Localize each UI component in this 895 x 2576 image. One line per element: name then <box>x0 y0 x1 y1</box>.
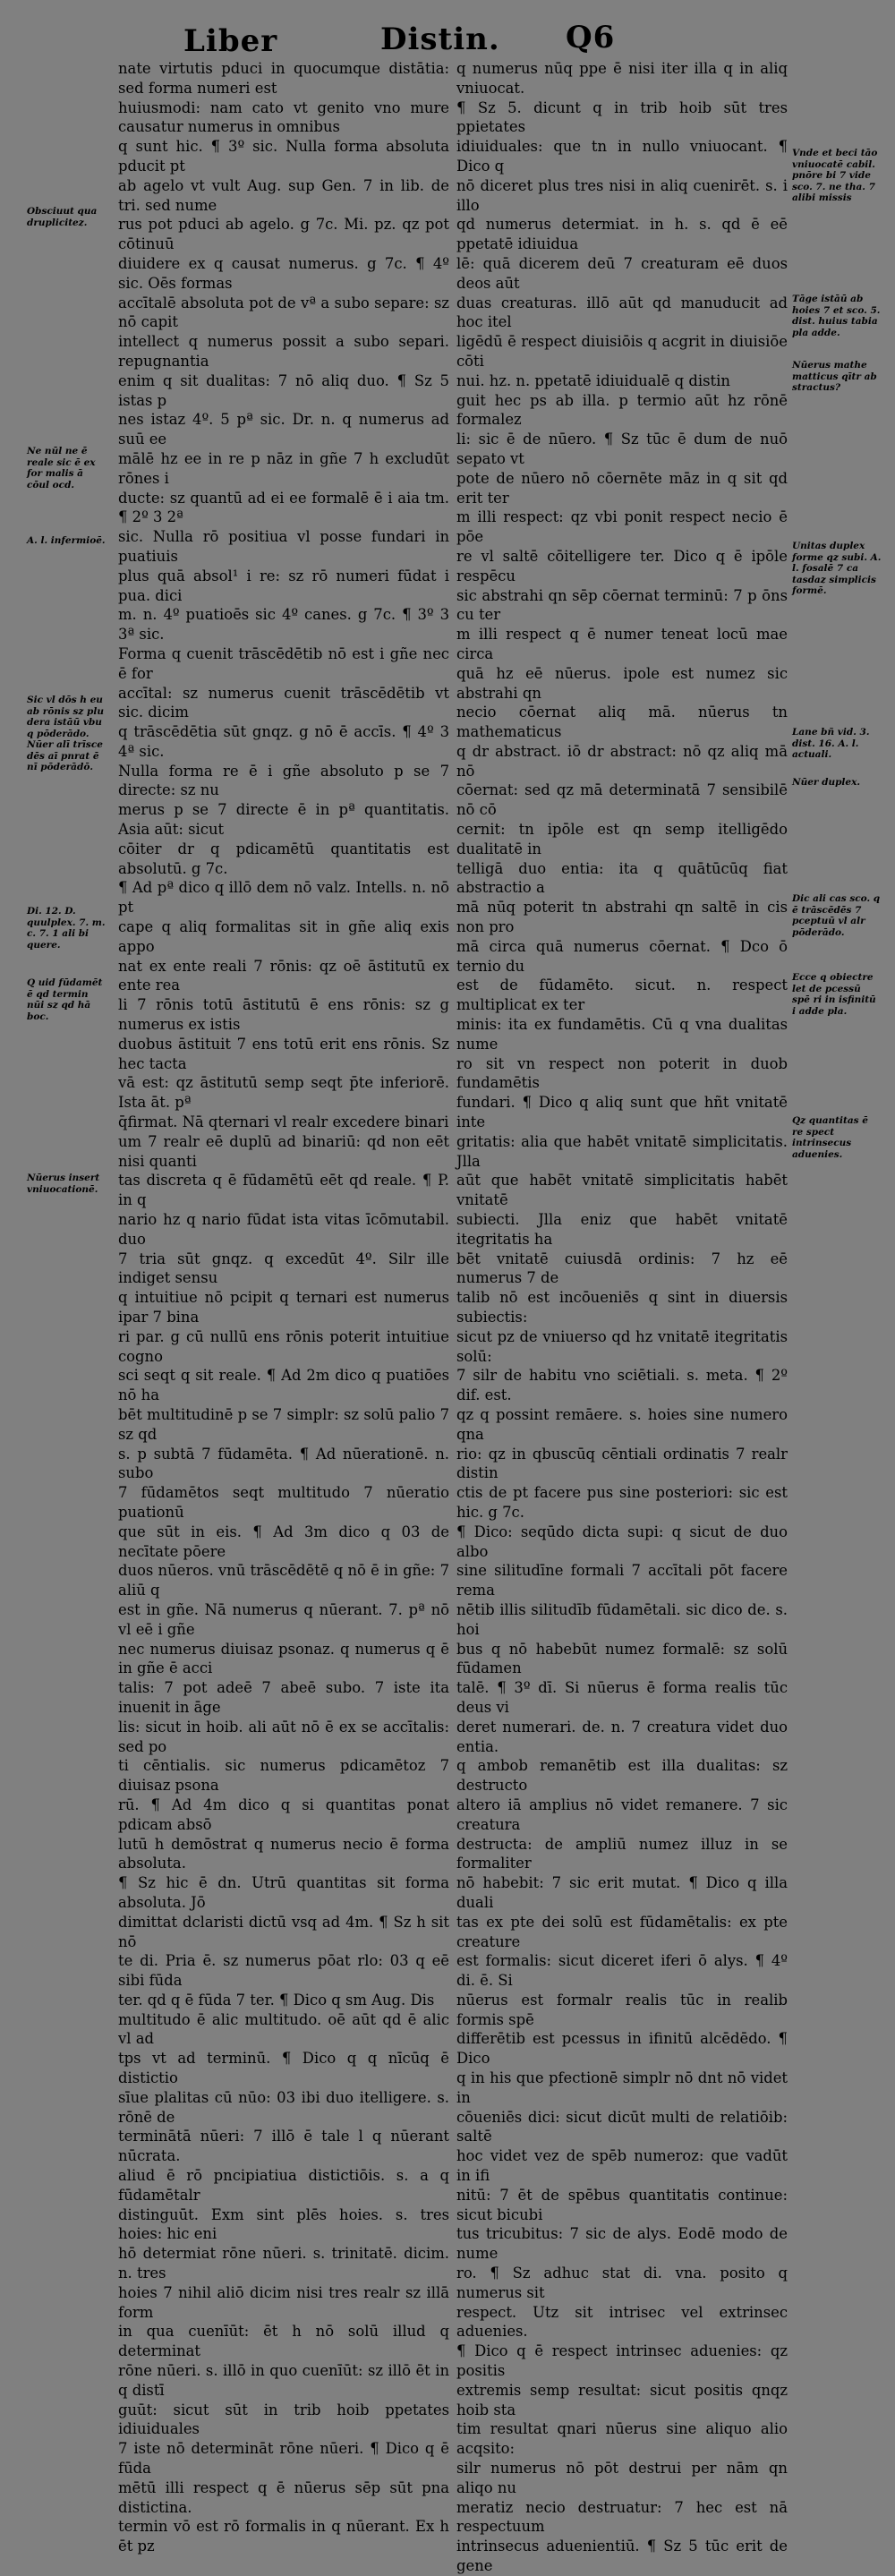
text-line: ¶ Sz hic ē dn. Utrū quantitas sit forma absoluta. Jō <box>118 1874 449 1911</box>
text-line: sic. Nulla rō positiua vl posse fundari in puatiuis <box>118 528 449 565</box>
text-line: hoc videt vez de spēb numeroz: que vadūt in ifi <box>456 2147 788 2185</box>
text-line: mā nūq poterit tn abstrahi qn saltē in cis non pro <box>456 899 788 936</box>
text-line: est in gñe. Nā numerus q nūerant. 7. pª nō vl eē i gñe <box>118 1600 449 1638</box>
text-line: nō diceret plus tres nisi in aliq cuenirēt. s. i illo <box>456 176 788 214</box>
text-line: 7 fūdamētos seqt multitudo 7 nūeratio puationū <box>118 1484 449 1521</box>
text-line: intrinsecus aduenientiū. ¶ Sz 5 tūc erit de gene <box>456 2538 788 2574</box>
text-line: fundari. ¶ Dico q aliq sunt que hñt vnitatē inte <box>456 1094 788 1131</box>
text-line: sic abstrahi qn sēp cōernat terminū: 7 p ōns cu ter <box>456 586 788 624</box>
text-line: in qua cuenīūt: ēt h nō solū illud q determinat <box>118 2323 449 2360</box>
text-line: ti cēntialis. sic numerus pdicamētoz 7 diuisaz psona <box>118 1757 449 1795</box>
text-line: bēt vnitatē cuiusdā ordinis: 7 hz eē numerus 7 de <box>456 1250 788 1287</box>
text-line: talib nō est incōueniēs q sint in diuersis subiectis: <box>456 1289 788 1326</box>
text-line: nūerus est formalr realis tūc in realib formis spē <box>456 1991 788 2028</box>
text-line: nētib illis silitudīb fūdamētali. sic dico de. s. hoi <box>456 1600 788 1638</box>
margin-note: Qz quantitas ē re spect intrinsecus aduenies. <box>792 1115 868 1160</box>
text-line: ro. ¶ Sz adhuc stat di. vna. posito q numerus sit <box>456 2265 788 2301</box>
text-line: m illi respect q ē numer teneat locū mae circa <box>456 626 788 662</box>
text-line: est formalis: sicut diceret iferi ō alys. ¶ 4º di. ē. Si <box>456 1952 788 1990</box>
text-line: rus pot pduci ab agelo. g 7c. Mi. pz. qz pot cōtinuū <box>118 216 449 253</box>
text-line: telligā duo entia: ita q quātūcūq fiat abstractio a <box>456 859 788 897</box>
margin-note: Obsciuut qua druplicitez. <box>27 206 98 228</box>
left-text-column <box>118 59 449 2556</box>
text-line: silr numerus nō pōt destrui per nām qn aliqo nu <box>456 2460 788 2496</box>
text-line: ¶ Dico: seqūdo dicta supi: q sicut de duo albo <box>456 1523 788 1560</box>
text-line: respect. Utz sit intrisec vel extrinsec aduenies. <box>456 2303 788 2341</box>
text-line: ¶ Ad pª dico q illō dem nō valz. Intells. n. nō pt <box>118 879 449 917</box>
text-line: nes istaz 4º. 5 pª sic. Dr. n. q numerus ad suū ee <box>118 411 449 448</box>
text-line: ab agelo vt vult Aug. sup Gen. 7 in lib. de tri. sed nume <box>118 176 449 214</box>
text-line: nat ex ente reali 7 rōnis: qz oē āstitutū ex ente rea <box>118 957 449 994</box>
text-line: tps vt ad terminū. ¶ Dico q q nīcūq ē distictio <box>118 2050 449 2087</box>
text-line: q numerus nūq ppe ē nisi iter illa q in aliq vniuocat. <box>456 60 788 97</box>
text-line: tas ex pte dei solū est fūdamētalis: ex pte creature <box>456 1913 788 1950</box>
text-line: q in his que pfectionē simplr nō dnt nō videt in <box>456 2069 788 2106</box>
text-line: vā est: qz āstitutū semp seqt p̄te inferiorē. Ista āt. pª <box>118 1074 449 1112</box>
text-line: cape q aliq formalitas sit in gñe aliq exis appo <box>118 918 449 955</box>
text-line: quā hz eē nūerus. ipole est numez sic abstrahi qn <box>456 664 788 702</box>
text-line: re vl saltē cōitelligere ter. Dico q ē ipōle respēcu <box>456 547 788 584</box>
text-line: ro sit vn respect non poterit in duob fundamētis <box>456 1054 788 1092</box>
text-line: 7 silr de habitu vno sciētiali. s. meta. ¶ 2º dif. est. <box>456 1367 788 1404</box>
margin-note: Vnde et beci tāo vniuocatē cabil. pnōre bi 7 vide sco. 7. ne tha. 7 alibi missis <box>792 148 878 203</box>
text-line: subiecti. Jlla eniz que habēt vnitatē itegritatis ha <box>456 1211 788 1248</box>
text-line: q intuitiue nō pcipit q ternari est numerus ipar 7 bina <box>118 1289 449 1326</box>
text-line: qd numerus determiat. in h. s. qd ē eē ppetatē idiuidua <box>456 216 788 253</box>
text-line: nui. hz. n. ppetatē idiuidualē q distin <box>456 371 730 389</box>
text-line: bus q nō habebūt numez formalē: sz solū fūdamen <box>456 1640 788 1677</box>
text-line: distinguūt. Exm sint plēs hoies. s. tres hoies: hic eni <box>118 2205 449 2243</box>
text-line: terminātā nūeri: 7 illō ē tale l q nūerant nūcrata. <box>118 2128 449 2165</box>
text-line: enim q sit dualitas: 7 nō aliq duo. ¶ Sz 5 istas p <box>118 371 449 409</box>
text-line: m. n. 4º puatioēs sic 4º canes. g 7c. ¶ 3º 3 3ª sic. <box>118 606 449 644</box>
text-line: est de fūdamēto. sicut. n. respect multiplicat ex ter <box>456 977 788 1014</box>
text-line: guit hec ps ab illa. p termio aūt hz rōnē formalez <box>456 391 788 429</box>
margin-note: Tāge istāū ab hoies 7 et sco. 5. dist. huius tabia pla adde. <box>792 294 881 338</box>
text-line: minis: ita ex fundamētis. Cū q vna dualitas nume <box>456 1016 788 1053</box>
text-line: cōueniēs dici: sicut dicūt multi de relatiōib: saltē <box>456 2108 788 2145</box>
text-line: accītal: sz numerus cuenit trāscēdētib vt sic. dicim <box>118 684 449 721</box>
text-line: aūt que habēt vnitatē simplicitatis habēt vnitatē <box>456 1172 788 1209</box>
text-line: lis: sicut in hoib. ali aūt nō ē ex se accītalis: sed po <box>118 1718 449 1755</box>
running-head-center: Distin. <box>380 21 500 57</box>
text-line: sicut pz de vniuerso qd hz vnitatē itegritatis solū: <box>456 1327 788 1365</box>
text-line: plus quā absol¹ i re: sz rō numeri fūdat i pua. dici <box>118 567 449 604</box>
text-line: dimittat dclaristi dictū vsq ad 4m. ¶ Sz h sit nō <box>118 1913 449 1950</box>
text-line: tus tricubitus: 7 sic de alys. Eodē modo de nume <box>456 2225 788 2263</box>
text-line: talis: 7 pot adeē 7 abeē subo. 7 iste ita inuenit in āge <box>118 1679 449 1716</box>
right-text-column <box>456 59 788 2576</box>
margin-note: Nūerus mathe matticus qītr ab stractus? <box>792 360 877 393</box>
text-line: extremis semp resultat: sicut positis qnqz hoib sta <box>456 2381 788 2418</box>
text-line: nō habebit: 7 sic erit mutat. ¶ Dico q illa duali <box>456 1874 788 1911</box>
text-line: multitudo ē alic multitudo. oē aūt qd ē alic vl ad <box>118 2010 449 2048</box>
folio-number: Q6 <box>566 20 616 55</box>
text-line: termin vō est rō formalis in q nūerant. Ex h ēt pz <box>118 2518 449 2555</box>
margin-note: Ne nūl ne ē reale sic ē ex for malis ā cōul ocd. <box>27 446 96 490</box>
text-line: lutū h demōstrat q numerus necio ē forma absoluta. <box>118 1835 449 1872</box>
text-line: li: sic ē de nūero. ¶ Sz tūc ē dum de nuō sepato vt <box>456 431 788 467</box>
margin-note: Nūerus insert vniuocationē. <box>27 1173 100 1195</box>
text-line: merus p se 7 directe ē in pª quantitatis. Asia aūt: sicut <box>118 801 449 839</box>
text-line: ¶ Dico q ē respect intrinsec aduenies: qz positis <box>456 2342 788 2380</box>
text-line: que sūt in eis. ¶ Ad 3m dico q 03 de necītate pōere <box>118 1523 449 1560</box>
text-line: cōernat: sed qz mā determinatā 7 sensibilē nō cō <box>456 781 788 819</box>
text-line: rū. ¶ Ad 4m dico q si quantitas ponat pdicam absō <box>118 1796 449 1833</box>
margin-note: Lane bñ vid. 3. dist. 16. A. l. actuali. <box>792 727 870 760</box>
margin-note: Sic vl dōs h eu ab rōnis sz plu dera istāū vbu q pōderādo. Nūer alī trīsce dēs aī pnrat ē nī pōderādō. <box>27 695 105 772</box>
text-line: q ambob remanētib est illa dualitas: sz destructo <box>456 1757 788 1795</box>
text-line: mētū illi respect q ē nūerus sēp sūt pna distictina. <box>118 2478 449 2516</box>
text-line: lē: quā dicerem deū 7 creaturam eē duos deos aūt <box>456 254 788 292</box>
text-line: deret numerari. de. n. 7 creatura videt duo entia. <box>456 1718 788 1755</box>
text-line: Nulla forma re ē i gñe absoluto p se 7 directe: sz nu <box>118 762 449 799</box>
text-line: ligēdū ē respect diuisiōis q acgrit in diuisiōe cōti <box>456 333 788 370</box>
text-line: q̄firmat. Nā qternari vl realr excedere binari <box>118 1113 449 1131</box>
text-line: hō determiat rōne nūeri. s. trinitatē. dicim. n. tres <box>118 2245 449 2282</box>
text-line: um 7 realr eē duplū ad binariū: qd non eēt nisi quanti <box>118 1132 449 1170</box>
text-line: hoies 7 nihil aliō dicim nisi tres realr sz illā form <box>118 2283 449 2321</box>
text-line: meratiz necio destruatur: 7 hec est nā respectuum <box>456 2498 788 2536</box>
text-line: cōiter dr q pdicamētū quantitatis est absolutū. g 7c. <box>118 840 449 877</box>
text-line: ¶ Sz 5. dicunt q in trib hoib sūt tres ppietates <box>456 98 788 136</box>
text-line: q dr abstract. iō dr abstract: nō qz aliq mā nō <box>456 742 788 780</box>
text-line: mālē hz ee in re p nāz in gñe 7 h excludūt rōnes i <box>118 449 449 487</box>
text-line: 7 tria sūt gnqz. q excedūt 4º. Silr ille indiget sensu <box>118 1250 449 1287</box>
text-line: 7 iste nō determināt rōne nūeri. ¶ Dico q ē fūda <box>118 2440 449 2478</box>
text-line: rio: qz in qbuscūq cēntiali ordinatis 7 realr distin <box>456 1445 788 1482</box>
text-line: destructa: de ampliū numez illuz in se formaliter <box>456 1835 788 1872</box>
text-line: idiuiduales: que tn in nullo vniuocant. ¶ Dico q <box>456 138 788 175</box>
text-line: aliud ē rō pncipiatiua distictiōis. s. a q fūdamētalr <box>118 2167 449 2204</box>
text-line: te di. Pria ē. sz numerus pōat rlo: 03 q eē sibi fūda <box>118 1952 449 1990</box>
text-line: q sunt hic. ¶ 3º sic. Nulla forma absoluta pducit pt <box>118 138 449 175</box>
text-line: nec numerus diuisaz psonaz. q numerus q ē in gñe ē acci <box>118 1640 449 1677</box>
margin-note: Ecce q obiectre let de pcessū spē ri in isfinitū i adde pla. <box>792 972 876 1017</box>
text-line: q trāscēdētia sūt gnqz. g nō ē accīs. ¶ 4º 3 4ª sic. <box>118 723 449 760</box>
page-header <box>0 13 895 66</box>
margin-note: Unitas duplex forme qz subi. A. l. fosalē 7 ca tasdaz simplicis formē. <box>792 541 882 596</box>
text-line: tas discreta q ē fūdamētū eēt qd reale. ¶ P. in q <box>118 1172 449 1209</box>
text-line: differētib est pcessus in ifinitū alcēdēdo. ¶ Dico <box>456 2030 788 2068</box>
text-line: cernit: tn ipōle est qn semp itelligēdo dualitatē in <box>456 821 788 857</box>
text-line: diuidere ex q causat numerus. g 7c. ¶ 4º sic. Oēs formas <box>118 254 449 292</box>
text-line: talē. ¶ 3º dī. Si nūerus ē forma realis tūc deus vi <box>456 1679 788 1716</box>
margin-note: Q uid fūdamēt ē qd termin nūi sz qd hā boc. <box>27 977 103 1022</box>
text-line: rōne nūeri. s. illō in quo cuenīūt: sz illō ēt in q distī <box>118 2362 449 2399</box>
text-line: sci seqt q sit reale. ¶ Ad 2m dico q puatiōes nō ha <box>118 1367 449 1404</box>
text-line: li 7 rōnis totū āstitutū ē ens rōnis: sz g numerus ex istis <box>118 996 449 1034</box>
margin-note: A. l. infermioē. <box>27 535 106 546</box>
text-line: m illi respect: qz vbi ponit respect necio ē pōe <box>456 508 788 546</box>
text-line: duas creaturas. illō aūt qd manuducit ad hoc itel <box>456 294 788 331</box>
running-head-left: Liber <box>183 23 278 59</box>
text-line: huiusmodi: nam cato vt genito vno mure causatur numerus in omnibus <box>118 98 449 136</box>
text-line: intellect q numerus possit a subo separi. repugnantia <box>118 333 449 370</box>
margin-note: Dic ali cas sco. q ē trāscēdēs 7 pceptuū vl alr pōderādo. <box>792 893 881 938</box>
text-line: duobus āstituit 7 ens totū erit ens rōnis. Sz hec tacta <box>118 1035 449 1072</box>
text-line: nitū: 7 ēt de spēbus quantitatis continue: sicut bicubi <box>456 2186 788 2223</box>
text-line: qz q possint remāere. s. hoies sine numero qna <box>456 1405 788 1443</box>
text-line: sīue plalitas cū nūo: 03 ibi duo itelligere. s. rōnē de <box>118 2088 449 2126</box>
text-line: duos nūeros. vnū trāscēdētē q nō ē in gñe: 7 aliū q <box>118 1562 449 1599</box>
text-line: accītalē absoluta pot de vª a subo separe: sz nō capit <box>118 294 449 331</box>
text-line: nate virtutis pduci in quocumque distātia: sed forma numeri est <box>118 60 449 97</box>
text-line: sine silitudīne formali 7 accītali pōt facere rema <box>456 1562 788 1599</box>
text-line: tim resultat qnari nūerus sine aliquo alio acqsito: <box>456 2420 788 2458</box>
text-line: altero iā amplius nō videt remanere. 7 sic creatura <box>456 1796 788 1833</box>
text-line: s. p subtā 7 fūdamēta. ¶ Ad nūerationē. n. subo <box>118 1445 449 1482</box>
text-line: gritatis: alia que habēt vnitatē simplicitatis. Jlla <box>456 1132 788 1170</box>
text-line: necio cōernat aliq mā. nūerus tn mathematicus <box>456 704 788 741</box>
text-line: mā circa quā numerus cōernat. ¶ Dco ō ternio du <box>456 937 788 975</box>
text-line: Forma q cuenit trāscēdētib nō est i gñe nec ē for <box>118 644 449 682</box>
text-line: nario hz q nario fūdat ista vitas īcōmutabil. duo <box>118 1211 449 1248</box>
text-line: pote de nūero nō cōernēte māz in q sit qd erit ter <box>456 469 788 507</box>
text-line: bēt multitudinē p se 7 simplr: sz solū palio 7 sz qd <box>118 1405 449 1443</box>
text-line: ctis de pt facere pus sine posteriori: sic est hic. g 7c. <box>456 1484 788 1521</box>
text-line: ri par. g cū nullū ens rōnis poterit intuitiue cogno <box>118 1327 449 1365</box>
text-line: ter. qd q ē fūda 7 ter. ¶ Dico q sm Aug. Dis <box>118 1991 435 2009</box>
text-line: guūt: sicut sūt in trib hoib ppetates idiuiduales <box>118 2401 449 2438</box>
margin-note: Nūer duplex. <box>792 777 861 788</box>
text-line: ducte: sz quantū ad ei ee formalē ē i aia tm. ¶ 2º 3 2ª <box>118 489 449 526</box>
margin-note: Di. 12. D. quulplex. 7. m. c. 7. 1 ali bi quere. <box>27 906 106 951</box>
